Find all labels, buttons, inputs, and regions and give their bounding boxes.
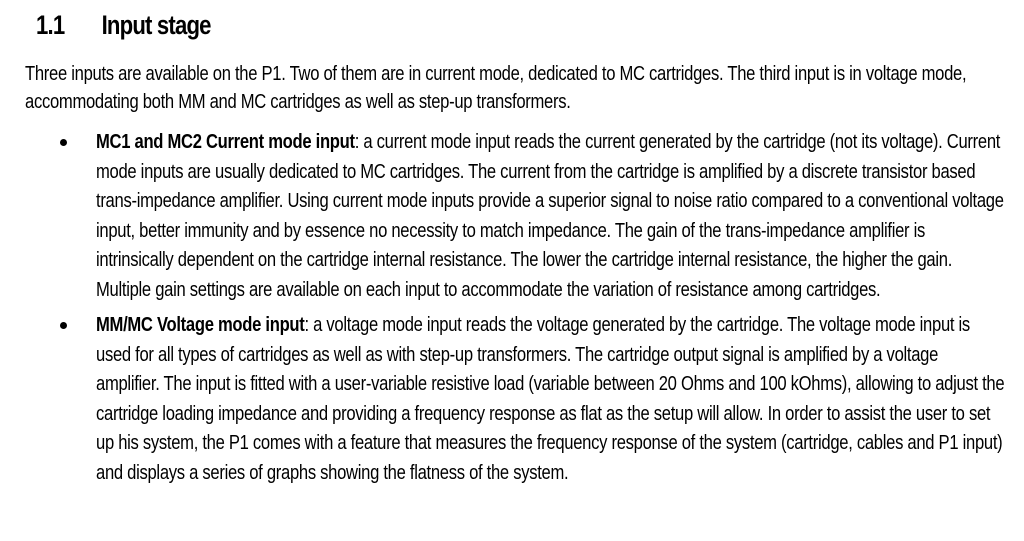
list-item-current-mode	[0, 128, 1024, 305]
input-list	[0, 128, 1024, 494]
list-item-term: MC1 and MC2 Current mode input	[96, 131, 355, 153]
intro-paragraph: Three inputs are available on the P1. Two of them are in current mode, dedicated to MC cartridges. The third input is in voltage mode, accommodating both MM and MC cartridges as well as step-up transformers.	[25, 63, 967, 113]
section-title: Input stage	[101, 10, 211, 40]
list-item-voltage-mode	[0, 311, 1024, 488]
list-item-text	[96, 128, 1005, 305]
list-item-description: : a voltage mode input reads the voltage generated by the cartridge. The voltage mode input is used for all types of cartridges as well as with step-up transformers. The cartridge output signal is amplified by a voltage amplifier. The input is fitted with a user-variable resistive load (variable between 20 Ohms and 100 kOhms), allowing to adjust the cartridge loading impedance and providing a frequency response as flat as the setup will allow. In order to assist the user to set up his system, the P1 comes with a feature that measures the frequency response of the system (cartridge, cables and P1 input) and displays a series of graphs showing the flatness of the system.	[96, 314, 1005, 484]
bullet-icon	[60, 322, 67, 329]
section-heading	[36, 10, 211, 41]
list-item-description: : a current mode input reads the current generated by the cartridge (not its voltage). Current mode inputs are usually dedicated to MC cartridges. The current from the cartridge is amplified by a discrete transistor based trans-impedance amplifier. Using current mode inputs provide a superior signal to noise ratio compared to a conventional voltage input, better immunity and by essence no necessity to match impedance. The gain of the trans-impedance amplifier is intrinsically dependent on the cartridge internal resistance. The lower the cartridge internal resistance, the higher the gain. Multiple gain settings are available on each input to accommodate the variation of resistance among cartridges.	[96, 131, 1004, 301]
list-item-text	[96, 311, 1005, 488]
bullet-icon	[60, 139, 67, 146]
list-item-term: MM/MC Voltage mode input	[96, 314, 305, 336]
section-number: 1.1	[36, 10, 65, 40]
